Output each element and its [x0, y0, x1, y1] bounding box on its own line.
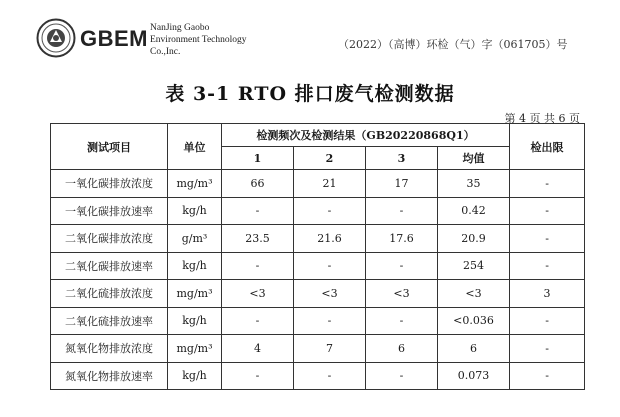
company-line: NanJing Gaobo — [150, 23, 210, 33]
cell-limit: - — [510, 307, 585, 335]
table-row — [51, 362, 585, 390]
table-row — [51, 170, 585, 198]
cell-run-1: 66 — [222, 170, 294, 198]
cell-run-3: 17.6 — [366, 225, 438, 253]
header-results-group: 检测频次及检测结果（GB20220868Q1） — [222, 124, 510, 147]
company-line: Environment Technology — [150, 35, 247, 45]
cell-item: 二氧化碳排放浓度 — [51, 225, 168, 253]
cell-limit: - — [510, 197, 585, 225]
cell-average: <3 — [438, 280, 510, 308]
cell-average: <0.036 — [438, 307, 510, 335]
emission-data-table — [50, 123, 585, 390]
company-line: Co.,Inc. — [150, 47, 181, 57]
certificate-number: （2022）（高博）环检（气）字（061705）号 — [338, 38, 568, 51]
header-unit: 单位 — [168, 124, 222, 170]
cell-unit: kg/h — [168, 362, 222, 390]
cell-item: 二氧化碳排放速率 — [51, 252, 168, 280]
cell-run-2: - — [294, 307, 366, 335]
cell-item: 氮氧化物排放浓度 — [51, 335, 168, 363]
cell-average: 0.42 — [438, 197, 510, 225]
cell-limit: - — [510, 225, 585, 253]
cell-run-2: - — [294, 362, 366, 390]
cell-run-3: - — [366, 362, 438, 390]
cell-limit: - — [510, 252, 585, 280]
cell-average: 0.073 — [438, 362, 510, 390]
cell-limit: 3 — [510, 280, 585, 308]
cell-unit: kg/h — [168, 197, 222, 225]
report-header — [0, 0, 620, 85]
cell-run-3: - — [366, 197, 438, 225]
cell-item: 氮氧化物排放速率 — [51, 362, 168, 390]
cell-run-1: - — [222, 252, 294, 280]
header-test-item: 测试项目 — [51, 124, 168, 170]
cell-limit: - — [510, 335, 585, 363]
subheader-run-3: 3 — [366, 147, 438, 170]
cell-run-2: - — [294, 252, 366, 280]
brand-name: GBEM — [80, 26, 148, 51]
cell-run-3: - — [366, 307, 438, 335]
cell-run-1: 23.5 — [222, 225, 294, 253]
cell-run-3: 17 — [366, 170, 438, 198]
cell-limit: - — [510, 362, 585, 390]
cell-run-3: <3 — [366, 280, 438, 308]
cell-run-1: - — [222, 197, 294, 225]
cell-run-2: <3 — [294, 280, 366, 308]
table-row — [51, 252, 585, 280]
table-header-row — [51, 124, 585, 147]
subheader-run-2: 2 — [294, 147, 366, 170]
cell-run-3: - — [366, 252, 438, 280]
cell-item: 二氧化硫排放浓度 — [51, 280, 168, 308]
table-row — [51, 197, 585, 225]
cell-unit: kg/h — [168, 252, 222, 280]
cell-unit: mg/m³ — [168, 280, 222, 308]
cell-limit: - — [510, 170, 585, 198]
cell-run-2: 21.6 — [294, 225, 366, 253]
company-seal-logo — [36, 18, 76, 58]
cell-run-3: 6 — [366, 335, 438, 363]
cell-unit: kg/h — [168, 307, 222, 335]
table-row — [51, 280, 585, 308]
table-row — [51, 335, 585, 363]
cell-item: 一氧化碳排放浓度 — [51, 170, 168, 198]
cell-run-2: 21 — [294, 170, 366, 198]
cell-run-2: - — [294, 197, 366, 225]
page-indicator: 第 4 页 共 6 页 — [504, 112, 580, 125]
cell-average: 20.9 — [438, 225, 510, 253]
subheader-average: 均值 — [438, 147, 510, 170]
cell-run-1: - — [222, 307, 294, 335]
cell-item: 一氧化碳排放速率 — [51, 197, 168, 225]
table-row — [51, 225, 585, 253]
cell-unit: mg/m³ — [168, 170, 222, 198]
cell-average: 6 — [438, 335, 510, 363]
cell-run-1: <3 — [222, 280, 294, 308]
header-detection-limit: 检出限 — [510, 124, 585, 170]
cell-item: 二氧化硫排放速率 — [51, 307, 168, 335]
company-name — [150, 22, 247, 58]
cell-unit: g/m³ — [168, 225, 222, 253]
cell-run-1: 4 — [222, 335, 294, 363]
cell-run-1: - — [222, 362, 294, 390]
cell-average: 35 — [438, 170, 510, 198]
subheader-run-1: 1 — [222, 147, 294, 170]
table-title: 表 3-1 RTO 排口废气检测数据 — [165, 83, 455, 105]
cell-average: 254 — [438, 252, 510, 280]
cell-unit: mg/m³ — [168, 335, 222, 363]
cell-run-2: 7 — [294, 335, 366, 363]
table-row — [51, 307, 585, 335]
